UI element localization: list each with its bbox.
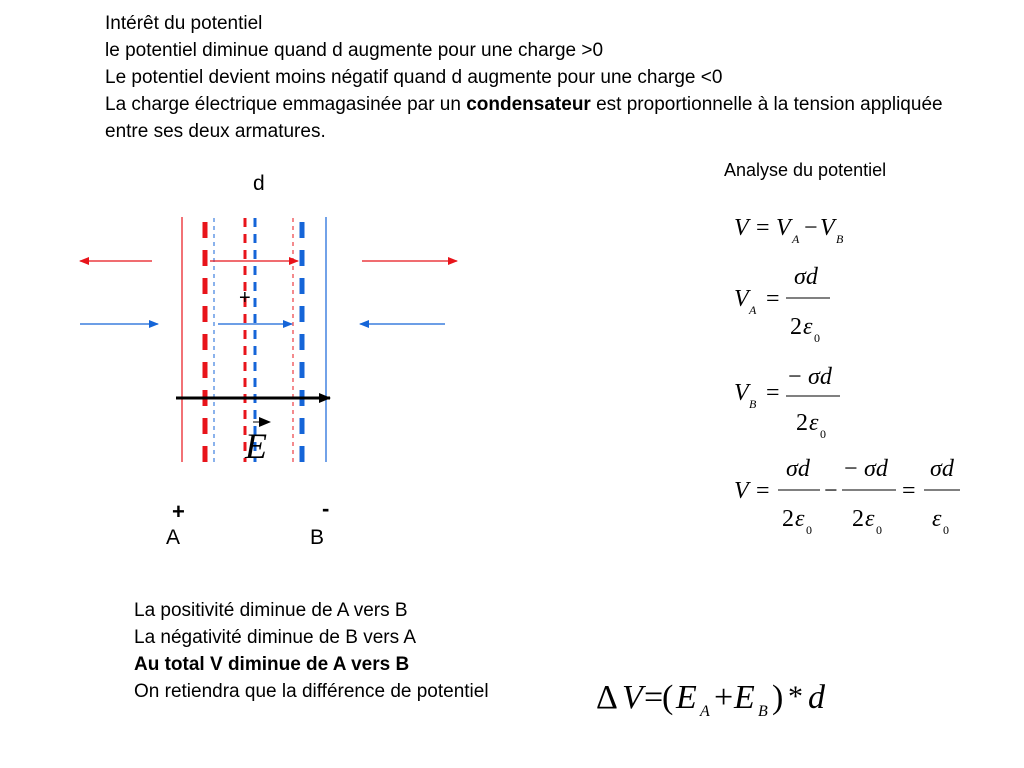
intro-line-4 [105,91,985,145]
svg-text:2: 2 [796,410,808,436]
svg-text:=: = [766,286,780,312]
label-a: A [166,526,181,549]
svg-text:ε: ε [932,506,942,532]
svg-text:ε: ε [865,506,875,532]
svg-text:d: d [808,679,818,716]
final-formula-text: ΔV=(E_A+E_B)*d [596,719,604,720]
intro-line-2: le potentiel diminue quand d augmente pour une charge >0 [105,40,604,61]
svg-text:A: A [792,232,800,246]
svg-text:V: V [622,679,636,716]
bottom-line-1: La positivité diminue de A vers B [134,600,408,621]
bottom-line-4: On retiendra que la différence de potentiel [134,681,489,702]
svg-text:σd: σd [808,364,832,390]
svg-text:*: * [788,680,796,713]
bottom-line-2: La négativité diminue de B vers A [134,627,417,648]
svg-text:V: V [734,478,749,504]
plus-mid-label: + [239,287,251,309]
svg-text:ε: ε [809,410,819,436]
svg-text:E: E [734,679,748,716]
svg-text:σd: σd [794,264,818,290]
svg-text:=: = [902,478,916,504]
svg-text:2: 2 [782,506,794,532]
capacitor-diagram [0,160,480,560]
equation-3 [734,364,840,441]
svg-text:−: − [788,364,802,390]
svg-text:B: B [758,703,761,720]
equations-panel [720,200,1000,545]
svg-text:V: V [776,215,791,241]
svg-text:0: 0 [806,523,812,537]
svg-text:B: B [836,232,844,246]
svg-text:Δ: Δ [596,679,611,716]
svg-text:0: 0 [814,331,820,345]
intro-text [105,10,985,145]
intro-line-3: Le potentiel devient moins négatif quand d augmente pour une charge <0 [105,67,723,88]
analysis-title: Analyse du potentiel [724,160,887,180]
svg-text:V: V [734,380,749,406]
svg-text:+: + [714,679,727,716]
svg-text:A: A [749,303,757,317]
svg-text:B: B [749,397,757,411]
svg-text:ε: ε [795,506,805,532]
svg-text:=: = [766,380,780,406]
svg-text:V: V [734,286,749,312]
bottom-text [134,597,489,705]
svg-text:V: V [734,215,749,241]
final-formula [596,676,840,720]
svg-text:=: = [756,215,770,241]
svg-text:ε: ε [803,314,813,340]
minus-b-label: - [322,496,330,521]
svg-text:E: E [676,679,690,716]
equation-1 [734,215,844,246]
bottom-line-3: Au total V diminue de A vers B [134,654,410,675]
svg-text:2: 2 [852,506,864,532]
svg-text:σd: σd [930,456,954,482]
intro-line-4-pre: La charge électrique emmagasinée par un [105,94,467,115]
svg-text:A: A [700,703,703,720]
svg-text:σd: σd [786,456,810,482]
svg-text:σd: σd [864,456,888,482]
intro-line-1: Intérêt du potentiel [105,13,263,34]
svg-text:2: 2 [790,314,802,340]
svg-text:−: − [844,456,858,482]
distance-label: d [253,172,265,195]
equation-4 [734,456,960,537]
plus-a-label: + [172,499,185,524]
svg-text:0: 0 [943,523,949,537]
svg-text:V: V [820,215,835,241]
svg-text:=: = [644,679,657,716]
svg-text:−: − [824,478,838,504]
field-e-label: E [245,426,267,466]
svg-text:0: 0 [820,427,826,441]
svg-text:−: − [804,215,818,241]
svg-text:(: ( [662,679,667,716]
intro-condensateur: condensateur [466,94,591,115]
svg-text:): ) [772,679,777,716]
svg-text:=: = [756,478,770,504]
intro-line-4-post: est proportionnelle à la tension appliquée entre ses deux armatures. [105,94,943,142]
equation-2 [734,264,830,345]
label-b: B [310,526,325,549]
svg-text:0: 0 [876,523,882,537]
